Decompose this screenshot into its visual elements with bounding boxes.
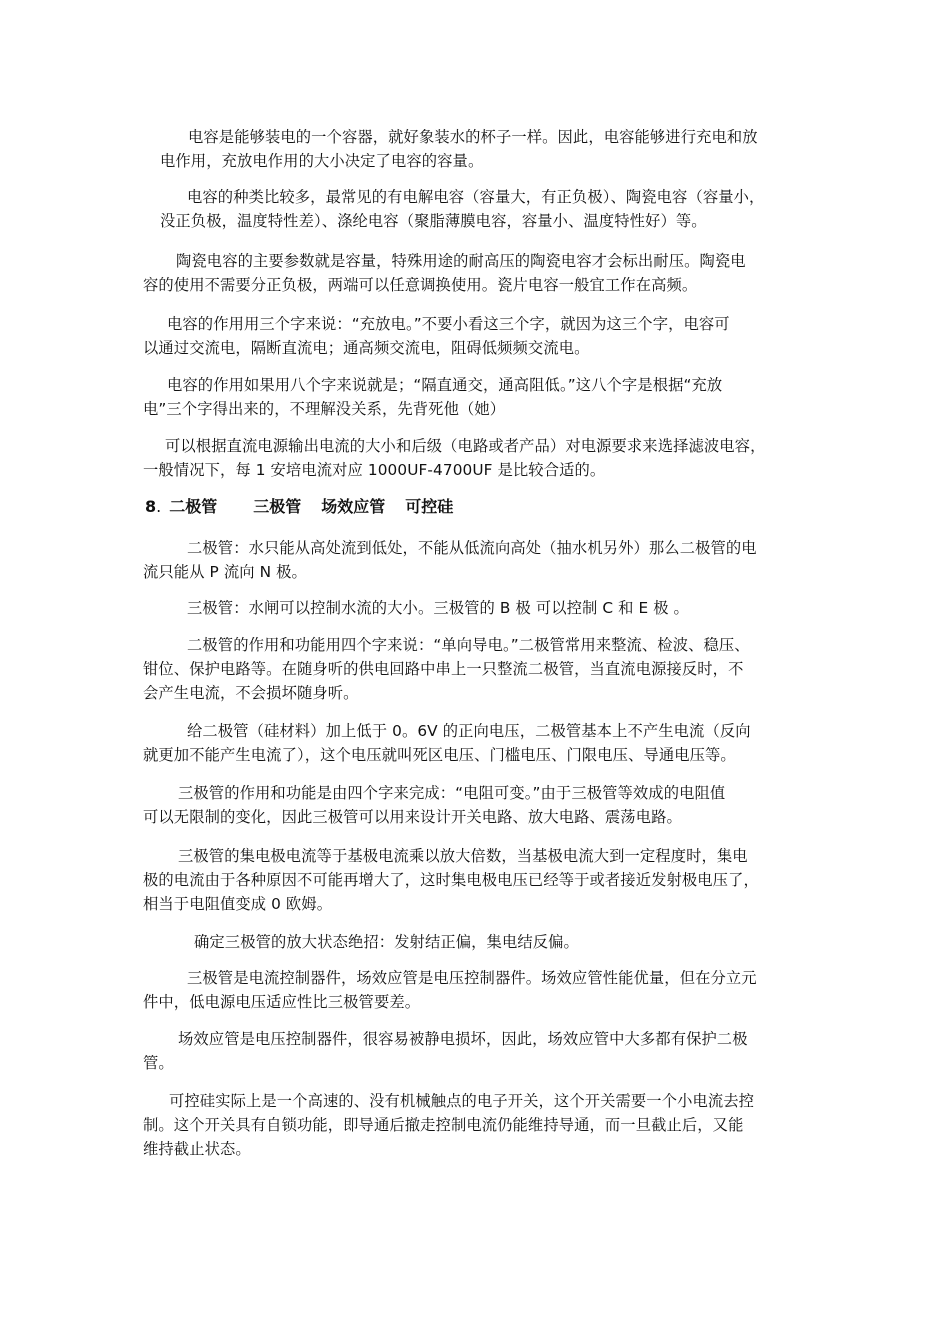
paragraph-capacitor-types [143, 185, 818, 233]
text-line: 没正负极，温度特性差）、涤纶电容（聚脂薄膜电容，容量小、温度特性好）等。 [160, 212, 707, 230]
text-line: 维持截止状态。 [143, 1140, 251, 1158]
text-line: 二极管的作用和功能用四个字来说：“单向导电。”二极管常用来整流、检波、稳压、 [187, 636, 750, 654]
text-line: 电容是能够装电的一个容器，就好象装水的杯子一样。因此，电容能够进行充电和放 [188, 128, 758, 146]
text-line: 电”三个字得出来的，不理解没关系，先背死他（她） [143, 400, 506, 418]
paragraph-filter-capacitor [143, 434, 818, 482]
text-line: 三极管的集电极电流等于基极电流乘以放大倍数，当基极电流大到一定程度时，集电 [178, 847, 748, 865]
paragraph-diode-analogy [143, 536, 818, 584]
paragraph-diode-function [143, 633, 818, 705]
text-line: 就更加不能产生电流了），这个电压就叫死区电压、门槛电压、门限电压、导通电压等。 [143, 746, 736, 764]
paragraph-current-vs-voltage-control [143, 966, 818, 1014]
text-line: 会产生电流，不会损坏随身听。 [143, 684, 359, 702]
text-line: 三极管的作用和功能是由四个字来完成：“电阻可变。”由于三极管等效成的电阻值 [178, 784, 726, 802]
text-line: 可以根据直流电源输出电流的大小和后级（电路或者产品）对电源要求来选择滤波电容， [165, 437, 766, 455]
paragraph-ceramic-capacitor [143, 249, 818, 297]
text-line: 电容的种类比较多，最常见的有电解电容（容量大，有正负极）、陶瓷电容（容量小， [187, 188, 765, 206]
paragraph-dead-zone-voltage [143, 719, 818, 767]
text-line: 制。这个开关具有自锁功能，即导通后撤走控制电流仍能维持导通，而一旦截止后，又能 [143, 1116, 744, 1134]
text-line: 三极管是电流控制器件，场效应管是电压控制器件。场效应管性能优量，但在分立元 [187, 969, 757, 987]
heading-separator: . [156, 497, 162, 516]
heading-item-transistor: 三极管 [253, 497, 302, 516]
paragraph-capacitor-function-eight [143, 373, 818, 421]
text-line: 管。 [143, 1054, 174, 1072]
text-line: 相当于电阻值变成 0 欧姆。 [143, 895, 333, 913]
text-line: 二极管：水只能从高处流到低处，不能从低流向高处（抽水机另外）那么二极管的电 [187, 539, 757, 557]
heading-item-fet: 场效应管 [321, 497, 386, 516]
paragraph-transistor-analogy [143, 596, 818, 620]
text-line: 电容的作用用三个字来说：“充放电。”不要小看这三个字，就因为这三个字，电容可 [167, 315, 730, 333]
text-line: 可控硅实际上是一个高速的、没有机械触点的电子开关，这个开关需要一个小电流去控 [169, 1092, 755, 1110]
paragraph-fet-static [143, 1027, 818, 1075]
text-line: 场效应管是电压控制器件，很容易被静电损坏，因此，场效应管中大多都有保护二极 [178, 1030, 748, 1048]
text-line: 三极管：水闸可以控制水流的大小。三极管的 B 极 可以控制 C 和 E 极 。 [187, 599, 689, 617]
text-line: 容的使用不需要分正负极，两端可以任意调换使用。瓷片电容一般宜工作在高频。 [143, 276, 698, 294]
paragraph-thyristor [143, 1089, 818, 1161]
text-line: 电容的作用如果用八个字来说就是；“隔直通交，通高阻低。”这八个字是根据“充放 [167, 376, 723, 394]
text-line: 一般情况下，每 1 安培电流对应 1000UF-4700UF 是比较合适的。 [143, 461, 606, 479]
paragraph-amplify-state [143, 930, 818, 954]
text-line: 给二极管（硅材料）加上低于 0。6V 的正向电压，二极管基本上不产生电流（反向 [187, 722, 751, 740]
text-line: 陶瓷电容的主要参数就是容量，特殊用途的耐高压的陶瓷电容才会标出耐压。陶瓷电 [176, 252, 746, 270]
text-line: 件中，低电源电压适应性比三极管要差。 [143, 993, 421, 1011]
paragraph-capacitor-function-three [143, 312, 818, 360]
text-line: 可以无限制的变化，因此三极管可以用来设计开关电路、放大电路、震荡电路。 [143, 808, 682, 826]
paragraph-transistor-function [143, 781, 818, 829]
paragraph-collector-current [143, 844, 818, 916]
text-line: 钳位、保护电路等。在随身听的供电回路中串上一只整流二极管，当直流电源接反时，不 [143, 660, 744, 678]
heading-number: 8 [145, 497, 157, 516]
text-line: 确定三极管的放大状态绝招：发射结正偏，集电结反偏。 [194, 933, 579, 951]
text-line: 以通过交流电，隔断直流电；通高频交流电，阻碍低频频交流电。 [143, 339, 590, 357]
text-line: 电作用，充放电作用的大小决定了电容的容量。 [160, 152, 484, 170]
section-heading [145, 495, 453, 519]
heading-item-diode: 二极管 [169, 497, 218, 516]
heading-item-thyristor: 可控硅 [405, 497, 454, 516]
text-line: 极的电流由于各种原因不可能再增大了，这时集电极电压已经等于或者接近发射极电压了， [143, 871, 759, 889]
text-line: 流只能从 P 流向 N 极。 [143, 563, 307, 581]
paragraph-capacitor-intro [143, 125, 818, 173]
